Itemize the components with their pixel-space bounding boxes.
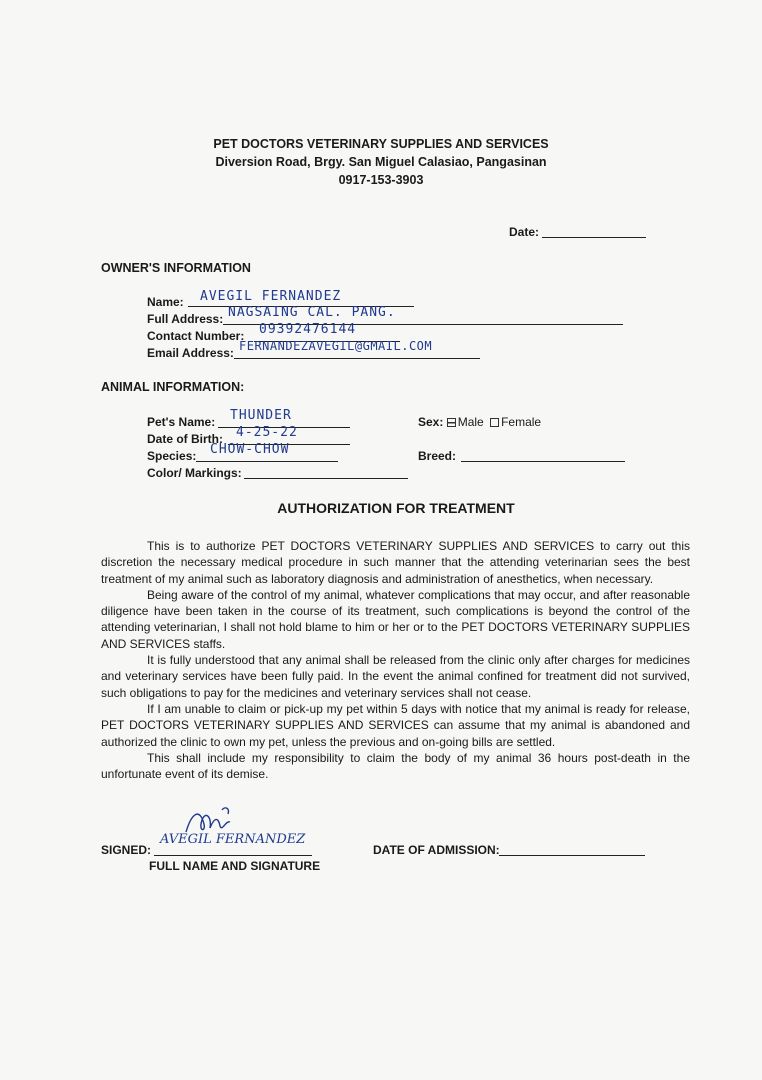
clinic-name: PET DOCTORS VETERINARY SUPPLIES AND SERVICES (213, 137, 549, 151)
owner-name-label: Name: (147, 295, 184, 309)
authorization-paragraph: This shall include my responsibility to claim the body of my animal 36 hours post-death in the unfortunate event of its demise. (101, 750, 690, 782)
female-checkbox[interactable] (490, 418, 499, 427)
contact-label: Contact Number: (147, 329, 245, 343)
signature-caption: FULL NAME AND SIGNATURE (149, 859, 321, 873)
authorization-body (101, 538, 690, 782)
male-option-label: Male (457, 415, 484, 429)
authorization-title: AUTHORIZATION FOR TREATMENT (277, 500, 515, 516)
pet-name-value[interactable]: THUNDER (230, 408, 292, 423)
sex-field (418, 415, 541, 429)
dob-value[interactable]: 4-25-22 (236, 425, 298, 440)
clinic-phone: 0917-153-3903 (338, 173, 424, 187)
signature-value[interactable]: AVEGIL FERNANDEZ (160, 832, 306, 847)
color-label: Color/ Markings: (147, 466, 242, 480)
authorization-paragraph: Being aware of the control of my animal, whatever complications that may occur, and after reasonable diligence have been taken in the course of its treatment, such complications is beyond the control of the attending veterinarian, I shall not hold blame to him or her or to the PET DOCTORS VETERINARY SUPPLIES AND SERVICES staffs. (101, 587, 690, 651)
species-value[interactable]: CHOW-CHOW (210, 442, 290, 457)
address-label: Full Address: (147, 312, 224, 326)
admission-date-line[interactable] (499, 855, 645, 856)
authorization-paragraph: If I am unable to claim or pick-up my pet within 5 days with notice that my animal is ready for release, PET DOCTORS VETERINARY SUPPLIES AND SERVICES can assume that my animal is abandoned and authorized the clinic to own my pet, unless the previous and on-going bills are settled. (101, 701, 690, 749)
female-option-label: Female (501, 415, 542, 429)
signature-line (154, 855, 312, 856)
clinic-address: Diversion Road, Brgy. San Miguel Calasiao, Pangasinan (215, 155, 547, 169)
email-line (234, 358, 480, 359)
dob-label: Date of Birth: (147, 432, 223, 446)
animal-section-title: ANIMAL INFORMATION: (101, 380, 245, 394)
owner-section-title: OWNER'S INFORMATION (101, 261, 251, 275)
species-line (196, 461, 338, 462)
sex-label: Sex: (418, 415, 444, 429)
email-label: Email Address: (147, 346, 234, 360)
admission-date-label: DATE OF ADMISSION: (373, 843, 500, 857)
color-line[interactable] (244, 478, 408, 479)
address-value[interactable]: NAGSAING CAL. PANG. (228, 305, 396, 320)
date-label: Date: (509, 225, 540, 239)
breed-label: Breed: (418, 449, 457, 463)
authorization-paragraph: This is to authorize PET DOCTORS VETERINARY SUPPLIES AND SERVICES to carry out this discretion the necessary medical procedure in such manner that the attending veterinarian sees the best treatment of my animal such as laboratory diagnosis and administration of anesthetics, when necessary. (101, 539, 690, 586)
male-checkbox[interactable] (447, 418, 456, 427)
pet-name-label: Pet's Name: (147, 415, 216, 429)
species-label: Species: (147, 449, 197, 463)
signature-scribble (178, 802, 248, 838)
email-value[interactable]: FERNANDEZAVEGIL@GMAIL.COM (239, 339, 433, 353)
signed-label: SIGNED: (101, 843, 152, 857)
authorization-paragraph: It is fully understood that any animal shall be released from the clinic only after charges for medicines and veterinary services have been fully paid. In the event the animal confined for treatment did not survived, such obligations to pay for the medicines and veterinary services shall not cease. (101, 653, 690, 700)
date-line[interactable] (542, 237, 646, 238)
owner-name-value[interactable]: AVEGIL FERNANDEZ (200, 289, 342, 304)
breed-line[interactable] (461, 461, 625, 462)
contact-value[interactable]: 09392476144 (259, 322, 357, 337)
